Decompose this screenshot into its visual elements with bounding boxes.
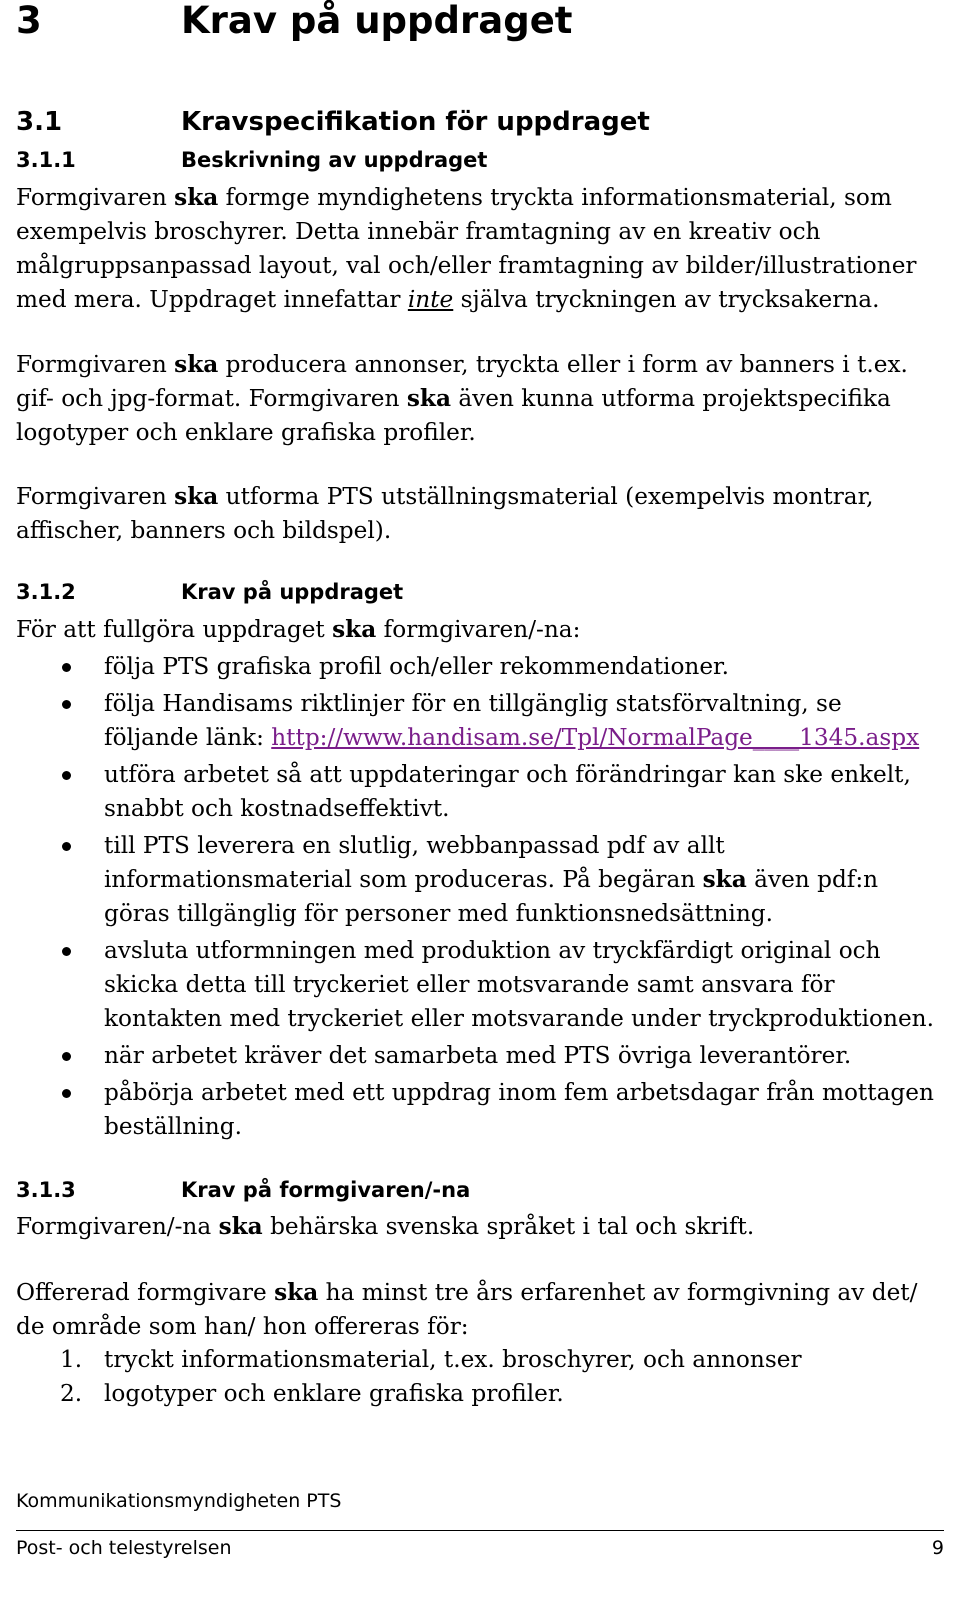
text-run: formgivaren/-na:: [376, 616, 581, 643]
list-item: [16, 758, 936, 826]
bold-text: ska: [174, 351, 219, 378]
paragraph-313-1: [16, 1210, 936, 1244]
bold-text: ska: [332, 616, 377, 643]
bullet-icon: [62, 1052, 71, 1061]
list-item-text: utföra arbetet så att uppdateringar och förändringar kan ske enkelt, snabbt och kostnadseffektivt.: [104, 761, 911, 822]
section-title: Kravspecifikation för uppdraget: [181, 107, 650, 137]
list-item-text: även pdf:n göras tillgänglig för personer med funktionsnedsättning.: [104, 866, 879, 927]
bullet-icon: [62, 1089, 71, 1098]
text-run: behärska svenska språket i tal och skrift.: [262, 1213, 755, 1240]
bullet-icon: [62, 947, 71, 956]
bullet-icon: [62, 771, 71, 780]
footer: [16, 1535, 944, 1561]
footer-organization: Kommunikationsmyndigheten PTS: [16, 1490, 342, 1512]
list-item: [16, 1039, 936, 1073]
paragraph-311-1: [16, 181, 936, 317]
text-run: Formgivaren: [16, 483, 175, 510]
paragraph-311-3: [16, 480, 936, 548]
bullet-icon: [62, 663, 71, 672]
list-item-text: logotyper och enklare grafiska profiler.: [104, 1380, 564, 1407]
text-run: För att fullgöra uppdraget: [16, 616, 333, 643]
list-item: [16, 650, 936, 684]
subsection-title: Krav på formgivaren/-na: [181, 1178, 471, 1202]
list-number: 2.: [60, 1380, 83, 1407]
text-run: utforma PTS utställningsmaterial (exempelvis montrar, affischer, banners och bildspel).: [16, 483, 874, 544]
subsection-heading-312: [16, 578, 403, 606]
bold-text: ska: [174, 184, 219, 211]
list-item-text: följa PTS grafiska profil och/eller rekommendationer.: [104, 653, 729, 680]
subsection-number: 3.1.1: [16, 148, 76, 172]
bold-text: ska: [174, 483, 219, 510]
bold-text: ska: [218, 1213, 263, 1240]
list-item-text: följa Handisams riktlinjer för en tillgänglig statsförvaltning, se följande länk:: [104, 690, 842, 751]
footer-agency-name: Post- och telestyrelsen: [16, 1537, 232, 1559]
subsection-title: Beskrivning av uppdraget: [181, 148, 488, 172]
chapter-number: 3: [16, 0, 42, 42]
bold-text: ska: [702, 866, 747, 893]
subsection-number: 3.1.2: [16, 580, 76, 604]
subsection-heading-311: [16, 146, 487, 174]
list-item-text: påbörja arbetet med ett uppdrag inom fem arbetsdagar från mottagen beställning.: [104, 1079, 934, 1140]
text-run: själva tryckningen av trycksakerna.: [453, 286, 880, 313]
list-number: 1.: [60, 1346, 83, 1373]
bullet-icon: [62, 842, 71, 851]
text-run: ha minst tre års erfarenhet av formgivning av det/ de område som han/ hon offereras för:: [16, 1279, 918, 1340]
subsection-number: 3.1.3: [16, 1178, 76, 1202]
text-run: Offererad formgivare: [16, 1279, 275, 1306]
text-run: Formgivaren: [16, 351, 175, 378]
experience-list: [16, 1343, 936, 1411]
list-item: [16, 687, 936, 755]
list-item: [16, 1377, 936, 1411]
bold-text: ska: [274, 1279, 319, 1306]
section-heading: [16, 106, 650, 138]
bold-text: ska: [406, 385, 451, 412]
emphasis-text: inte: [407, 286, 454, 313]
list-item-text: till PTS leverera en slutlig, webbanpassad pdf av allt informationsmaterial som produceras. På begäran: [104, 832, 725, 893]
list-item-text: avsluta utformningen med produktion av tryckfärdigt original och skicka detta till tryckeriet eller motsvarande samt ansvara för kontakten med tryckeriet eller motsvarande under tryckproduktionen.: [104, 937, 934, 1032]
handisam-link[interactable]: http://www.handisam.se/Tpl/NormalPage____1345.aspx: [271, 724, 920, 751]
list-item: [16, 829, 936, 931]
text-run: producera annonser, tryckta eller i form av banners i t.ex. gif- och jpg-format. Formgivaren: [16, 351, 908, 412]
text-run: även kunna utforma projektspecifika logotyper och enklare grafiska profiler.: [16, 385, 891, 446]
text-run: formge myndighetens tryckta informationsmaterial, som exempelvis broschyrer. Detta innebär framtagning av en kreativ och målgruppsanpassad layout, val och/eller framtagning av bilder/illustrationer med mera. Uppdraget innefattar: [16, 184, 917, 313]
list-item: [16, 934, 936, 1036]
text-run: Formgivaren: [16, 184, 175, 211]
list-item-text: när arbetet kräver det samarbeta med PTS övriga leverantörer.: [104, 1042, 852, 1069]
paragraph-312-intro: [16, 613, 936, 647]
list-item: [16, 1076, 936, 1144]
section-number: 3.1: [16, 107, 63, 137]
chapter-heading: [16, 0, 573, 42]
text-run: Formgivaren/-na: [16, 1213, 219, 1240]
requirements-list: [16, 650, 936, 1147]
bullet-icon: [62, 700, 71, 709]
subsection-heading-313: [16, 1176, 470, 1204]
subsection-title: Krav på uppdraget: [181, 580, 404, 604]
page-number: 9: [931, 1537, 944, 1559]
paragraph-311-2: [16, 348, 936, 450]
list-item-text: tryckt informationsmaterial, t.ex. broschyrer, och annonser: [104, 1346, 802, 1373]
chapter-title: Krav på uppdraget: [181, 0, 573, 42]
paragraph-313-2: [16, 1276, 936, 1344]
list-item: [16, 1343, 936, 1377]
footer-divider: [16, 1530, 944, 1531]
